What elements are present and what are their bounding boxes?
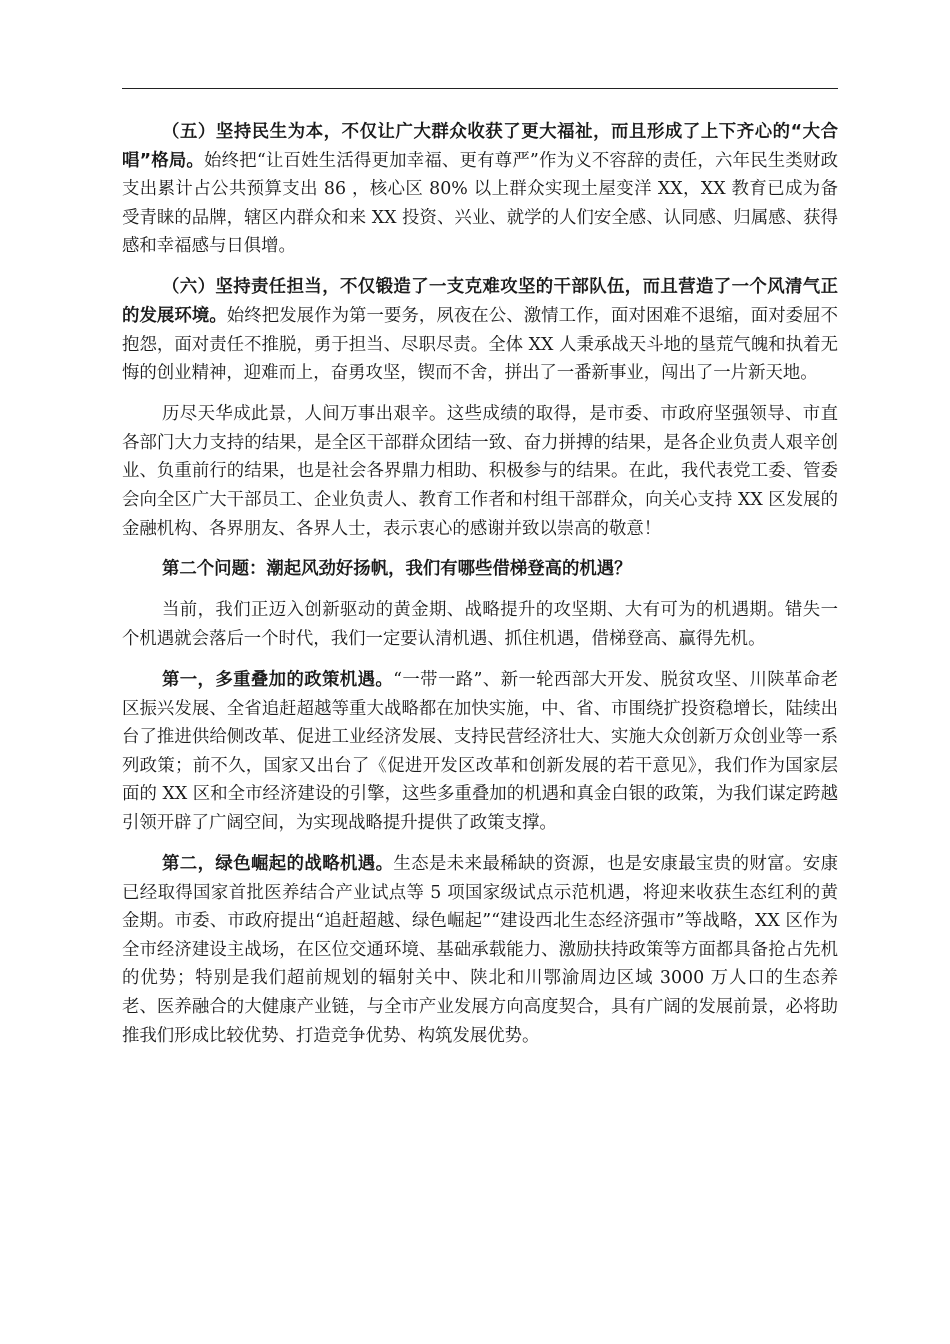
paragraph-acknowledgement-text: 历尽天华成此景，人间万事出艰辛。这些成绩的取得，是市委、市政府坚强领导、市直各部门大力支持的结果，是全区干部群众团结一致、奋力拼搏的结果，是各企业负责人艰辛创业、负重前行的结果，也是社会各界鼎力相助、积极参与的结果。在此，我代表党工委、管委会向全区广大干部员工、企业负责人、教育工作者和村组干部群众，向关心支持 XX 区发展的金融机构、各界朋友、各界人士，表示衷心的感谢并致以崇高的敬意！ xyxy=(122,404,838,539)
paragraph-6-heading: （六）坚持责任担当，不仅锻造了一支克难攻坚的干部队伍，而且营造了一个风清气正的发展环境。 xyxy=(122,277,838,326)
policy-opportunity-heading: 第一，多重叠加的政策机遇。 xyxy=(162,670,394,691)
paragraph-green-opportunity xyxy=(122,850,838,1050)
paragraph-5 xyxy=(122,118,838,261)
paragraph-intro-opportunities xyxy=(122,596,838,653)
section-heading-opportunities xyxy=(122,555,838,584)
policy-opportunity-text: “一带一路”、新一轮西部大开发、脱贫攻坚、川陕革命老区振兴发展、全省追赶超越等重大战略都在加快实施，中、省、市围绕扩投资稳增长，陆续出台了推进供给侧改革、促进工业经济发展、支持民营经济壮大、实施大众创新万众创业等一系列政策；前不久，国家又出台了《促进开发区改革和创新发展的若干意见》，我们作为国家层面的 XX 区和全市经济建设的引擎，这些多重叠加的机遇和真金白银的政策，为我们谋定跨越引领开辟了广阔空间，为实现战略提升提供了政策支撑。 xyxy=(122,670,838,834)
green-opportunity-heading: 第二，绿色崛起的战略机遇。 xyxy=(162,854,394,874)
paragraph-acknowledgement xyxy=(122,400,838,543)
section-heading-text: 第二个问题：潮起风劲好扬帆，我们有哪些借梯登高的机遇？ xyxy=(162,559,632,580)
paragraph-5-text: 始终把“让百姓生活得更加幸福、更有尊严”作为义不容辞的责任，六年民生类财政支出累计占公共预算支出 86 ，核心区 80% 以上群众实现土屋变洋 XX，XX 教育已成为备受青睐的品牌，辖区内群众和来 XX 投资、兴业、就学的人们安全感、认同感、归属感、获得感和幸福感与日俱增。 xyxy=(122,150,838,257)
paragraph-5-heading: （五）坚持民生为本，不仅让广大群众收获了更大福祉，而且形成了上下齐心的“大合唱”格局。 xyxy=(122,122,838,171)
paragraph-6-text: 始终把发展作为第一要务，夙夜在公、激情工作，面对困难不退缩，面对委屈不抱怨，面对责任不推脱，勇于担当、尽职尽责。全体 XX 人秉承战天斗地的垦荒气魄和执着无悔的创业精神，迎难而上，奋勇攻坚，锲而不舍，拼出了一番新事业，闯出了一片新天地。 xyxy=(122,305,838,384)
paragraph-policy-opportunity xyxy=(122,666,838,838)
paragraph-6 xyxy=(122,273,838,387)
green-opportunity-text: 生态是未来最稀缺的资源，也是安康最宝贵的财富。安康已经取得国家首批医养结合产业试点等 5 项国家级试点示范机遇，将迎来收获生态红利的黄金期。市委、市政府提出“追赶超越、绿色崛起”“建设西北生态经济强市”等战略，XX 区作为全市经济建设主战场，在区位交通环境、基础承载能力、激励扶持政策等方面都具备抢占先机的优势；特别是我们超前规划的辐射关中、陕北和川鄂渝周边区域 3000 万人口的生态养老、医养融合的大健康产业链，与全市产业发展方向高度契合，具有广阔的发展前景，必将助推我们形成比较优势、打造竞争优势、构筑发展优势。 xyxy=(122,854,838,1046)
header-rule xyxy=(122,88,838,89)
paragraph-intro-text: 当前，我们正迈入创新驱动的黄金期、战略提升的攻坚期、大有可为的机遇期。错失一个机遇就会落后一个时代，我们一定要认清机遇、抓住机遇，借梯登高、赢得先机。 xyxy=(122,600,838,650)
document-body xyxy=(122,118,838,1063)
